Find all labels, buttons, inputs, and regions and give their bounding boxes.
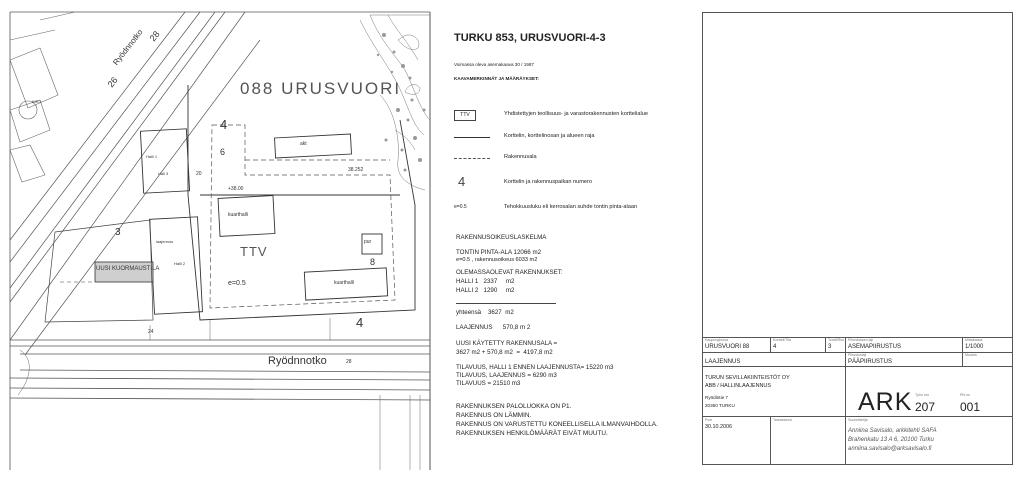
building-label-hall3: Hall 3 (158, 171, 169, 176)
volume-3: TILAVUUS = 21510 m3 (456, 380, 521, 387)
tb-frame-bottom (702, 464, 1013, 465)
legend-text-4: Korttelin ja rakennuspaikan numero (504, 179, 592, 185)
tb-line-h3 (702, 366, 1013, 367)
total-area: yhteensä 3627 m2 (456, 309, 514, 316)
tb-frame-top (702, 12, 1012, 13)
plot-area: TONTIN PINTA-ALA 12066 m2 (456, 249, 542, 256)
tb-val-block: 4 (773, 344, 777, 350)
legend-symbol-efficiency: e=0.5 (454, 204, 467, 210)
tb-lbl-checked: Tarkastanut (773, 418, 792, 422)
legend-symbol-building-area (454, 158, 490, 159)
legend-text-3: Rakennusala (504, 154, 537, 160)
tb-val-sheet: 001 (960, 400, 981, 414)
building-label-kirj: KIRJ (32, 99, 41, 104)
tb-line-v1 (770, 337, 771, 352)
legend-row-5 (454, 204, 694, 214)
tb-frame-right (1012, 12, 1013, 464)
site-plan-map (0, 0, 432, 478)
block-number-west: 3 (115, 227, 121, 238)
elevation-1: +38.00 (228, 186, 244, 192)
tb-client-line-1: TURUN SEVILLAKIINTEISTÖT OY (705, 375, 790, 381)
calc-heading: RAKENNUSOIKEUSLASKELMA (456, 234, 547, 241)
tb-lbl-plan-type: Piirustuslaji (848, 353, 867, 357)
hall1-label: Halli 1 (146, 154, 158, 159)
tb-designer-line-3: anniina.savisalo@arksavisalo.fi (848, 446, 932, 452)
legend-symbol-ttv: TTV (454, 110, 476, 121)
plan-info-panel (432, 0, 700, 478)
sum-divider (456, 303, 556, 304)
elevation-2: 38.252 (348, 167, 364, 173)
tb-designer-line-2: Brahenkatu 13 A 6, 20100 Turku (848, 437, 934, 443)
efficiency-label: e=0.5 (228, 280, 246, 287)
road-name-main: Ryödnnotko (268, 355, 327, 367)
tb-line-v4 (962, 337, 963, 366)
tb-val-date: 30.10.2006 (705, 424, 732, 430)
title-block (700, 0, 1024, 478)
note-4: RAKENNUKSEN HENKILÖMÄÄRÄT EIVÄT MUUTU. (456, 430, 608, 437)
volume-1: TILAVUUS, HALLI 1 ENNEN LAAJENNUSTA= 15220 m3 (456, 364, 614, 371)
tb-val-plot: 3 (828, 344, 832, 350)
tb-val-drawing-type: ASEMAPIIRUSTUS (848, 344, 902, 350)
street-number-d: 24 (148, 329, 154, 335)
tb-val-scale: 1/1000 (965, 344, 984, 350)
plot-number-8: 8 (370, 257, 376, 267)
plan-title: TURKU 853, URUSVUORI-4-3 (454, 32, 606, 44)
valid-plan-note: Voimassa oleva asemakaava 30 / 1987 (454, 62, 534, 67)
tb-lbl-date: Pvm (705, 418, 713, 422)
legend-heading: KAAVAMERKINNÄT JA MÄÄRÄYKSET: (454, 76, 539, 81)
new-used-value: 3627 m2 + 570,8 m2 = 4197,8 m2 (456, 349, 553, 356)
tb-lbl-plot: Tontti/Rno (828, 338, 845, 342)
tb-lbl-drawing-type: Piirustuksen laji (848, 338, 873, 342)
tb-lbl-scale: Mittakaava (965, 338, 983, 342)
legend-row-3 (454, 154, 694, 164)
tb-frame-left (702, 12, 703, 464)
note-3: RAKENNUS ON VARUSTETTU KONEELLISELLA ILMANVAIHDOLLA. (456, 421, 658, 428)
building-label-pur: pur (364, 239, 372, 245)
block-number-road: 4 (356, 315, 364, 330)
tb-client-line-3: Ryödintie 7 (705, 395, 728, 400)
hall2-label: Halli 2 (174, 261, 186, 266)
legend-row-4 (454, 176, 694, 190)
tb-lbl-block: Kortteli/Tila (773, 338, 791, 342)
tb-lbl-revision: Muutos (965, 353, 977, 357)
tb-line-v3 (845, 337, 846, 416)
hall2-area: HALLI 2 1290 m2 (456, 287, 515, 294)
legend-row-2 (454, 133, 694, 143)
tb-client-line-4: 20360 TURKU (705, 403, 735, 408)
tb-designer-line-1: Anniina Savisalo, arkkitehti SAFA (848, 428, 937, 434)
legend-text-2: Korttelin, korttelinosan ja alueen raja (504, 133, 595, 139)
tb-val-district: URUSVUORI 88 (705, 344, 750, 350)
street-number-a: 28 (147, 29, 162, 44)
legend-text-1: Yhdistettyjen teollisuus- ja varastorakennusten korttelialue (504, 111, 648, 117)
tb-lbl-district: Kaupunginosa (705, 338, 728, 342)
legend-symbol-number: 4 (458, 174, 466, 189)
legend-text-5: Tehokkuusluku eli kerrosalan suhde tontin pinta-alaan (504, 204, 638, 210)
hall1-area: HALLI 1 2337 m2 (456, 278, 515, 285)
tb-line-v5 (770, 416, 771, 464)
existing-heading: OLEMASSAOLEVAT RAKENNUKSET: (456, 269, 563, 276)
tb-line-v2 (825, 337, 826, 352)
extension-area: LAAJENNUS 570,8 m 2 (456, 324, 531, 331)
building-label-kuarthalli-1: kuarthalli (228, 212, 249, 218)
road-name-diagonal: Ryödnnotko (111, 27, 145, 67)
tb-discipline-ark: ARK (858, 388, 913, 416)
building-right: e=0.5 , rakennusoikeus 6033 m2 (456, 257, 538, 263)
tb-line-v6 (845, 416, 846, 464)
volume-2: TILAVUUS, LAAJENNUS = 6290 m3 (456, 372, 557, 379)
block-number-main: 4 (220, 117, 228, 132)
ttv-label: TTV (240, 244, 268, 259)
street-number-c: 20 (196, 171, 202, 177)
note-2: RAKENNUS ON LÄMMIN. (456, 412, 532, 419)
legend-symbol-block-border (454, 137, 490, 138)
street-number-b: 26 (105, 75, 120, 90)
extension-label: laajennus (156, 239, 174, 244)
tb-val-plan-type: PÄÄPIIRUSTUS (848, 359, 893, 365)
tb-lbl-sheet: Piir.no (960, 393, 970, 397)
tb-lbl-designer: Suunnittelija (848, 418, 868, 422)
tb-client-line-2: ABB / HALLINLAAJENNUS (705, 383, 771, 389)
plot-number-6: 6 (220, 147, 226, 157)
note-1: RAKENNUKSEN PALOLUOKKA ON P1. (456, 403, 572, 410)
building-label-akt: akt (300, 141, 307, 147)
tb-val-job: 207 (915, 400, 936, 414)
tb-lbl-job: Työn nro (915, 393, 929, 397)
legend-row-1 (454, 110, 694, 124)
loading-area-label: UUSI KUORMAUSTILA (96, 266, 160, 272)
building-label-kuarthalli-2: kuarthalli (334, 280, 355, 286)
street-number-e: 28 (346, 359, 352, 365)
new-used-heading: UUSI KÄYTETTY RAKENNUSALA = (456, 340, 558, 347)
tb-val-project: LAAJENNUS (705, 359, 741, 365)
district-label: 088 URUSVUORI (240, 79, 402, 98)
